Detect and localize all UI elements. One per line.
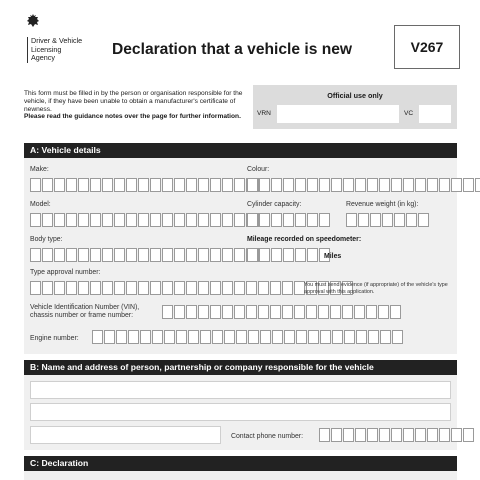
character-box[interactable] [102,248,113,262]
character-box[interactable] [138,213,149,227]
character-box[interactable] [418,213,429,227]
character-box[interactable] [247,213,258,227]
character-box[interactable] [427,428,438,442]
contact-phone-label: Contact phone number: [231,433,304,440]
character-box[interactable] [54,248,65,262]
guidance-note: Please read the guidance notes over the page for further information. [24,113,241,121]
body-type-label: Body type: [30,236,63,243]
body-type-boxes[interactable] [30,248,270,262]
character-box[interactable] [342,305,353,319]
character-box[interactable] [188,330,199,344]
cylinder-capacity-boxes[interactable] [247,213,331,227]
character-box[interactable] [198,248,209,262]
character-box[interactable] [162,213,173,227]
character-box[interactable] [439,178,450,192]
character-box[interactable] [42,213,53,227]
make-label: Make: [30,166,49,173]
vrn-label: VRN [257,110,271,117]
character-box[interactable] [42,178,53,192]
character-box[interactable] [283,213,294,227]
character-box[interactable] [260,330,271,344]
character-box[interactable] [30,248,41,262]
character-box[interactable] [54,213,65,227]
character-box[interactable] [126,178,137,192]
character-box[interactable] [186,178,197,192]
mileage-label: Mileage recorded on speedometer: [247,236,362,243]
character-box[interactable] [331,178,342,192]
character-box[interactable] [90,248,101,262]
character-box[interactable] [318,305,329,319]
character-box[interactable] [306,305,317,319]
type-approval-label: Type approval number: [30,269,101,276]
character-box[interactable] [295,248,306,262]
engine-number-label: Engine number: [30,335,79,342]
section-b-heading: B: Name and address of person, partnership or company responsible for the vehicle [24,360,457,375]
character-box[interactable] [198,178,209,192]
character-box[interactable] [222,305,233,319]
intro-text [24,90,256,121]
character-box[interactable] [246,305,257,319]
character-box[interactable] [198,281,209,295]
character-box[interactable] [246,281,257,295]
character-box[interactable] [222,248,233,262]
vc-label: VC [404,110,414,117]
character-box[interactable] [271,178,282,192]
character-box[interactable] [451,428,462,442]
character-box[interactable] [391,178,402,192]
agency-name: Driver & Vehicle Licensing Agency [27,37,82,63]
character-box[interactable] [186,281,197,295]
character-box[interactable] [451,178,462,192]
character-box[interactable] [54,178,65,192]
vin-label: Vehicle Identification Number (VIN), chassis number or frame number: [30,304,140,319]
model-boxes[interactable] [30,213,270,227]
character-box[interactable] [90,213,101,227]
character-box[interactable] [403,178,414,192]
name-address-line-3[interactable] [30,426,221,444]
character-box[interactable] [66,213,77,227]
character-box[interactable] [212,330,223,344]
engine-number-boxes[interactable] [92,330,404,344]
character-box[interactable] [174,305,185,319]
character-box[interactable] [42,248,53,262]
character-box[interactable] [114,213,125,227]
character-box[interactable] [66,248,77,262]
character-box[interactable] [259,213,270,227]
character-box[interactable] [463,178,474,192]
revenue-weight-boxes[interactable] [346,213,430,227]
make-boxes[interactable] [30,178,270,192]
character-box[interactable] [78,248,89,262]
character-box[interactable] [210,305,221,319]
character-box[interactable] [247,178,258,192]
character-box[interactable] [224,330,235,344]
character-box[interactable] [128,330,139,344]
miles-label: Miles [324,253,342,260]
character-box[interactable] [162,305,173,319]
character-box[interactable] [90,178,101,192]
character-box[interactable] [30,178,41,192]
character-box[interactable] [174,248,185,262]
cylinder-capacity-label: Cylinder capacity: [247,201,302,208]
character-box[interactable] [366,305,377,319]
character-box[interactable] [475,178,480,192]
character-box[interactable] [150,248,161,262]
character-box[interactable] [162,178,173,192]
character-box[interactable] [307,248,318,262]
character-box[interactable] [270,281,281,295]
character-box[interactable] [114,281,125,295]
character-box[interactable] [307,213,318,227]
name-address-line-2[interactable] [30,403,451,421]
character-box[interactable] [392,330,403,344]
character-box[interactable] [174,281,185,295]
contact-phone-boxes[interactable] [319,428,475,442]
character-box[interactable] [78,281,89,295]
character-box[interactable] [210,281,221,295]
character-box[interactable] [234,178,245,192]
character-box[interactable] [42,281,53,295]
character-box[interactable] [162,248,173,262]
character-box[interactable] [210,178,221,192]
character-box[interactable] [354,305,365,319]
character-box[interactable] [186,305,197,319]
character-box[interactable] [415,178,426,192]
section-c-panel [24,471,457,480]
character-box[interactable] [234,281,245,295]
intro-description: This form must be filled in by the person or organisation responsible for the vehicle, if they have been unable to obtain a manufacturer's certificate of newness. [24,90,243,113]
royal-crest-icon [27,14,39,27]
character-box[interactable] [78,178,89,192]
character-box[interactable] [247,248,258,262]
character-box[interactable] [415,428,426,442]
character-box[interactable] [114,178,125,192]
type-approval-note: You must send evidence (if appropriate) of the vehicle's type approval with this application. [304,282,448,295]
character-box[interactable] [439,428,450,442]
character-box[interactable] [174,213,185,227]
model-label: Model: [30,201,51,208]
character-box[interactable] [307,178,318,192]
character-box[interactable] [343,428,354,442]
character-box[interactable] [283,178,294,192]
character-box[interactable] [222,178,233,192]
form-title: Declaration that a vehicle is new [112,41,353,58]
name-address-line-1[interactable] [30,381,451,399]
character-box[interactable] [358,213,369,227]
character-box[interactable] [284,330,295,344]
character-box[interactable] [282,305,293,319]
official-use-panel [253,85,457,129]
character-box[interactable] [271,213,282,227]
character-box[interactable] [90,281,101,295]
character-box[interactable] [152,330,163,344]
character-box[interactable] [296,330,307,344]
character-box[interactable] [320,330,331,344]
character-box[interactable] [427,178,438,192]
character-box[interactable] [344,330,355,344]
character-box[interactable] [406,213,417,227]
character-box[interactable] [234,213,245,227]
character-box[interactable] [332,330,343,344]
character-box[interactable] [463,428,474,442]
character-box[interactable] [54,281,65,295]
character-box[interactable] [198,213,209,227]
character-box[interactable] [198,305,209,319]
character-box[interactable] [282,281,293,295]
character-box[interactable] [102,281,113,295]
character-box[interactable] [164,330,175,344]
character-box[interactable] [380,330,391,344]
colour-boxes[interactable] [247,178,480,192]
character-box[interactable] [248,330,259,344]
character-box[interactable] [150,213,161,227]
form-code: V267 [394,25,460,69]
character-box[interactable] [138,178,149,192]
character-box[interactable] [258,281,269,295]
character-box[interactable] [66,178,77,192]
character-box[interactable] [378,305,389,319]
character-box[interactable] [356,330,367,344]
character-box[interactable] [379,178,390,192]
character-box[interactable] [78,213,89,227]
character-box[interactable] [126,248,137,262]
character-box[interactable] [150,178,161,192]
character-box[interactable] [66,281,77,295]
character-box[interactable] [104,330,115,344]
character-box[interactable] [319,428,330,442]
character-box[interactable] [176,330,187,344]
vrn-field[interactable] [277,105,399,123]
character-box[interactable] [259,178,270,192]
character-box[interactable] [331,428,342,442]
character-box[interactable] [367,428,378,442]
character-box[interactable] [403,428,414,442]
character-box[interactable] [114,248,125,262]
character-box[interactable] [234,305,245,319]
mileage-boxes[interactable] [247,248,331,262]
character-box[interactable] [116,330,127,344]
character-box[interactable] [272,330,283,344]
character-box[interactable] [270,305,281,319]
revenue-weight-label: Revenue weight (in kg): [346,201,419,208]
character-box[interactable] [343,178,354,192]
section-c-heading: C: Declaration [24,456,457,471]
character-box[interactable] [150,281,161,295]
character-box[interactable] [236,330,247,344]
character-box[interactable] [382,213,393,227]
character-box[interactable] [30,281,41,295]
character-box[interactable] [355,428,366,442]
character-box[interactable] [295,213,306,227]
character-box[interactable] [259,248,270,262]
character-box[interactable] [370,213,381,227]
character-box[interactable] [391,428,402,442]
character-box[interactable] [367,178,378,192]
character-box[interactable] [126,281,137,295]
character-box[interactable] [200,330,211,344]
character-box[interactable] [379,428,390,442]
character-box[interactable] [102,213,113,227]
character-box[interactable] [126,213,137,227]
character-box[interactable] [102,178,113,192]
character-box[interactable] [234,248,245,262]
character-box[interactable] [330,305,341,319]
character-box[interactable] [319,213,330,227]
character-box[interactable] [368,330,379,344]
character-box[interactable] [295,178,306,192]
character-box[interactable] [92,330,103,344]
character-box[interactable] [140,330,151,344]
character-box[interactable] [283,248,294,262]
vin-boxes[interactable] [162,305,402,319]
character-box[interactable] [30,213,41,227]
section-a-heading: A: Vehicle details [24,143,457,158]
character-box[interactable] [138,248,149,262]
character-box[interactable] [186,213,197,227]
vc-field[interactable] [419,105,451,123]
character-box[interactable] [346,213,357,227]
character-box[interactable] [355,178,366,192]
character-box[interactable] [319,178,330,192]
character-box[interactable] [210,248,221,262]
character-box[interactable] [294,305,305,319]
character-box[interactable] [222,281,233,295]
character-box[interactable] [186,248,197,262]
character-box[interactable] [222,213,233,227]
colour-label: Colour: [247,166,270,173]
character-box[interactable] [138,281,149,295]
character-box[interactable] [308,330,319,344]
character-box[interactable] [162,281,173,295]
character-box[interactable] [258,305,269,319]
character-box[interactable] [271,248,282,262]
character-box[interactable] [174,178,185,192]
character-box[interactable] [390,305,401,319]
character-box[interactable] [394,213,405,227]
official-use-label: Official use only [327,91,383,100]
character-box[interactable] [210,213,221,227]
